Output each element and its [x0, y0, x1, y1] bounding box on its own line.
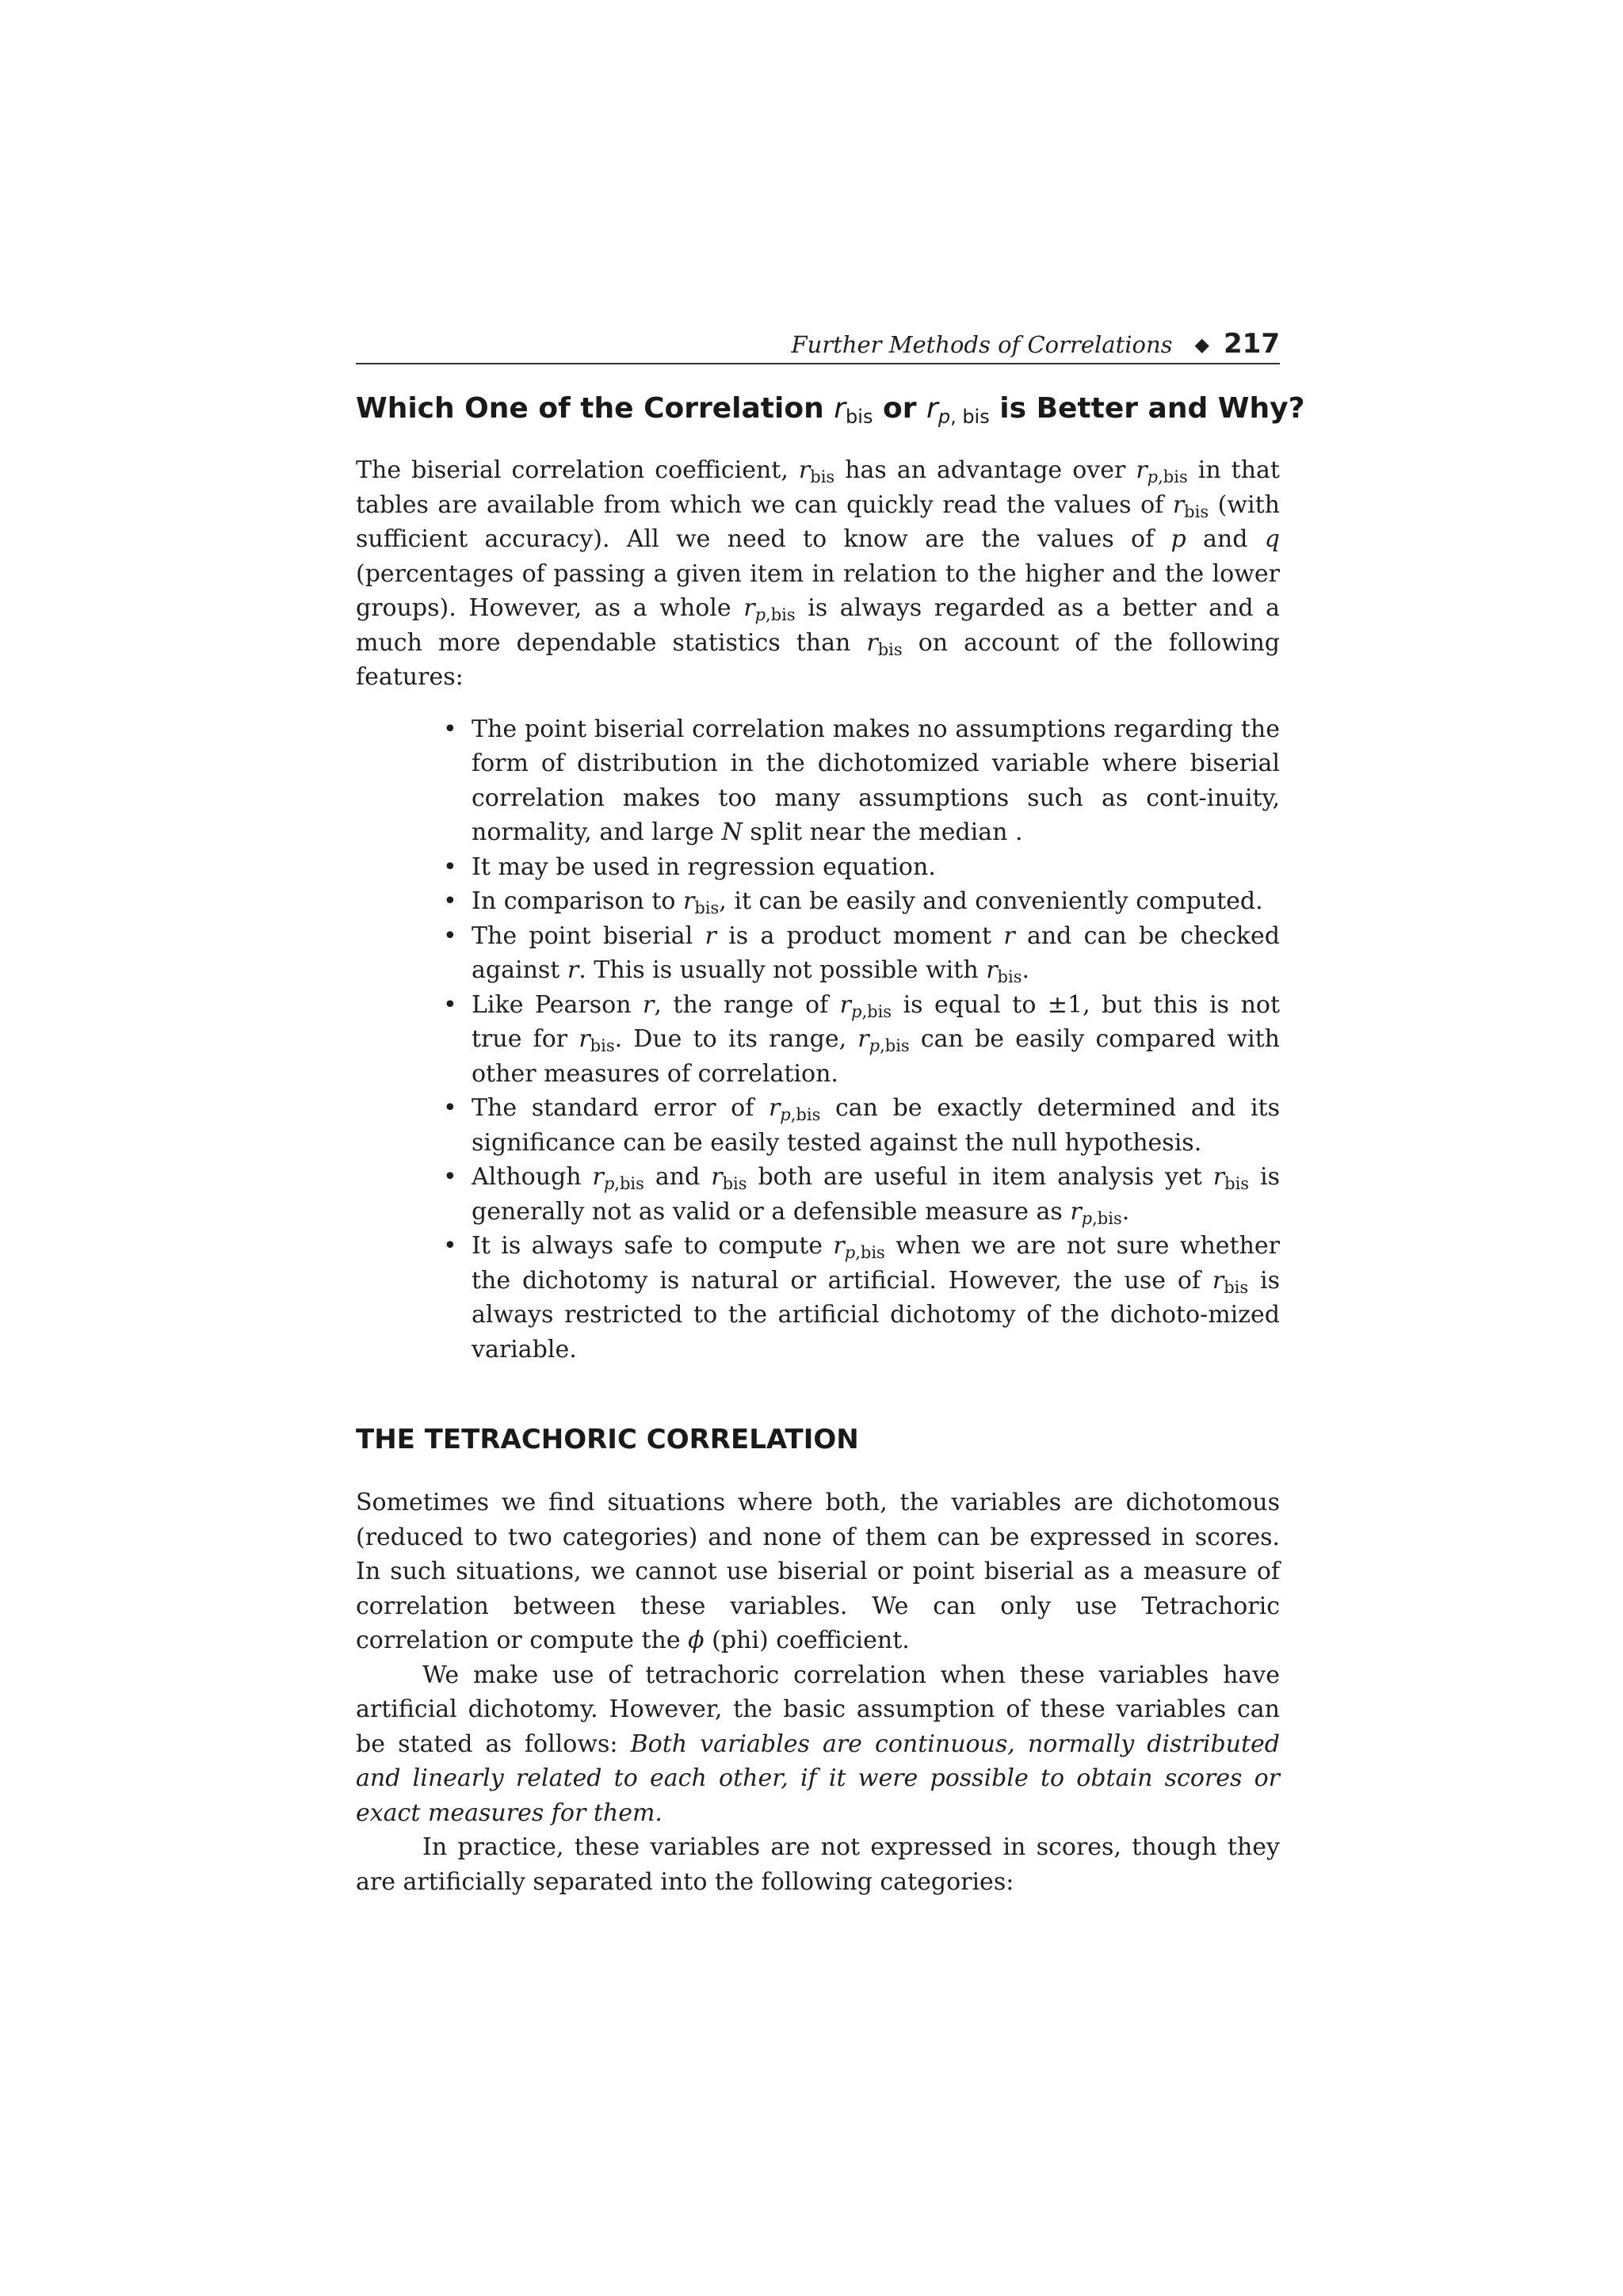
list-item: • In comparison to $r_{bis}$, it can be easily and conveniently computed.	[472, 884, 1280, 919]
list-item: • It is always safe to compute $r_{p,bis}$ when we are not sure whether the dichotomy is natural or artificial. However, the use of $r_{bis}$ is always restricted to the artificial dichotomy of the dichoto-mized variable.	[472, 1229, 1280, 1367]
list-item: • The point biserial r is a product moment r and can be checked against r. This is usually not possible with $r_{bis}$.	[472, 919, 1280, 988]
page-number: 217	[1224, 328, 1280, 360]
paragraph-tetrachoric-intro: Sometimes we find situations where both, the variables are dichotomous (reduced to two categories) and none of them can be expressed in scores. In such situations, we cannot use biserial or point biserial as a measure of correlation between these variables. We can only use Tetrachoric correlation or compute the ϕ (phi) coefficient.	[356, 1489, 1280, 1654]
list-item: • The point biserial correlation makes no assumptions regarding the form of distribution in the dichotomized variable where biserial correlation makes too many assumptions such as cont-inuity, normality, and large N split near the median .	[472, 712, 1280, 850]
list-item: • Although $r_{p,bis}$ and $r_{bis}$ both are useful in item analysis yet $r_{bis}$ is generally not as valid or a defensible measure as $r_{p,bis}$.	[472, 1160, 1280, 1229]
running-head-title: Further Methods of Correlations	[791, 331, 1173, 358]
diamond-icon: ◆	[1194, 334, 1210, 356]
features-list	[356, 712, 1280, 1367]
paragraph-biserial-advantage: The biserial correlation coefficient, $r_{bis}$ has an advantage over $r_{p,bis}$ in that tables are available from which we can quickly read the values of $r_{bis}$ (with sufficient accuracy). All we need to know are the values of p and q (percentages of passing a given item in relation to the higher and the lower groups). However, as a whole $r_{p,bis}$ is always regarded as a better and a much more dependable statistics than $r_{bis}$ on account of the following features:	[356, 456, 1281, 691]
paragraph-tetrachoric-practice: In practice, these variables are not expressed in scores, though they are artificially separated into the following categories:	[356, 1833, 1280, 1896]
section-heading-which-correlation: Which One of the Correlation $r_{bis}$ or $r_{p, bis}$ is Better and Why?	[356, 392, 1305, 428]
section-heading-tetrachoric: THE TETRACHORIC CORRELATION	[356, 1424, 859, 1455]
book-page	[356, 325, 1305, 1899]
running-head	[356, 325, 1280, 364]
list-item: • Like Pearson r, the range of $r_{p,bis}$ is equal to ±1, but this is not true for $r_{bis}$. Due to its range, $r_{p,bis}$ can be easily compared with other measures of correlation.	[472, 988, 1280, 1092]
list-item: • It may be used in regression equation.	[472, 850, 1280, 885]
list-item: • The standard error of $r_{p,bis}$ can be exactly determined and its significance can be easily tested against the null hypothesis.	[472, 1091, 1280, 1160]
paragraph-tetrachoric-assumption: We make use of tetrachoric correlation when these variables have artificial dichotomy. However, the basic assumption of these variables can be stated as follows: Both variables are continuous, normally distributed and linearly related to each other, if it were possible to obtain scores or exact measures for them.	[356, 1661, 1280, 1827]
